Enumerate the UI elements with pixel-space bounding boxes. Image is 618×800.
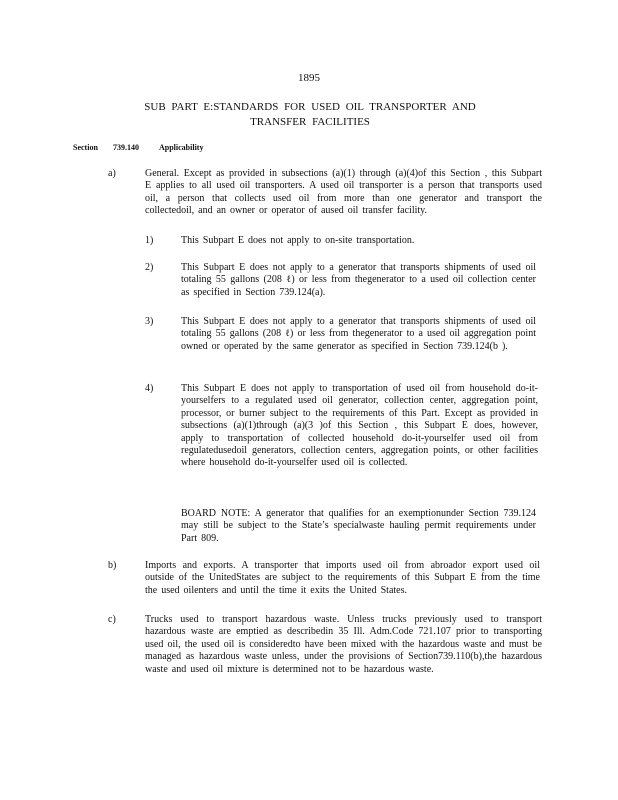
item-1-marker: 1) — [145, 235, 154, 246]
page-title — [110, 100, 510, 130]
item-3-marker: 3) — [145, 316, 154, 327]
item-4-marker: 4) — [145, 383, 154, 394]
subsection-c-text: Trucks used to transport hazardous waste. Unless trucks previously used to transport hazardous waste are emptied as describedin 35 Ill. Adm.Code 721.107 prior to transporting used oil, the used oil is consideredto have been mixed with the hazardous waste and must be managed as hazardous waste unless, under the provisions of Section739.110(b),the hazardous waste and used oil mixture is determined not to be hazardous waste. — [145, 614, 542, 675]
item-1-text: This Subpart E does not apply to on-site transportation. — [181, 235, 415, 246]
item-4-text: This Subpart E does not apply to transportation of used oil from household do-it-yourselfers to a regulated used oil generator, collection center, aggregation point, processor, or burner subject to the requirements of this Part. Except as provided in subsections (a)(1)through (a)(3 )of this Section , this Subpart E does, however, apply to transportation of collected household do-it-yourselfer used oil from regulatedusedoil generators, collection centers, aggregation points, or other facilities where household do-it-yourselfer used oil is collected. — [181, 383, 538, 469]
item-3-text: This Subpart E does not apply to a generator that transports shipments of used oil totaling 55 gallons (208 ℓ) or less from thegenerator to a used oil aggregation point owned or operated by the same generator as specified in Section 739.124(b ). — [181, 316, 536, 352]
subsection-c-marker: c) — [108, 614, 116, 625]
item-2-text: This Subpart E does not apply to a generator that transports shipments of used oil totaling 55 gallons (208 ℓ) or less from thegenerator to a used oil collection center as specified in Section 739.124(a). — [181, 262, 536, 298]
section-label: Section — [73, 143, 98, 152]
title-line-2: TRANSFER FACILITIES — [250, 116, 370, 128]
title-line-1: SUB PART E:STANDARDS FOR USED OIL TRANSPORTER AND — [144, 101, 476, 113]
board-note: BOARD NOTE: A generator that qualifies for an exemptionunder Section 739.124 may still be subject to the State’s specialwaste hauling permit requirements under Part 809. — [181, 508, 536, 544]
subsection-b-marker: b) — [108, 560, 117, 571]
section-number: 739.140 — [113, 143, 139, 152]
subsection-b-text: Imports and exports. A transporter that imports used oil from abroador export used oil outside of the UnitedStates are subject to the requirements of this Subpart E from the time the used oilenters and until the time it exits the United States. — [145, 560, 540, 596]
item-2-marker: 2) — [145, 262, 154, 273]
subsection-a-text: General. Except as provided in subsections (a)(1) through (a)(4)of this Section , this Subpart E applies to all used oil transporters. A used oil transporter is a person that transports used oil, a person that collects used oil from more than one generator and transport the collectedoil, and an owner or operator of aused oil transfer facility. — [145, 168, 542, 217]
subsection-a-marker: a) — [108, 168, 116, 179]
section-heading: Applicability — [159, 143, 204, 152]
section-header — [73, 143, 203, 152]
page-number: 1895 — [298, 72, 320, 84]
